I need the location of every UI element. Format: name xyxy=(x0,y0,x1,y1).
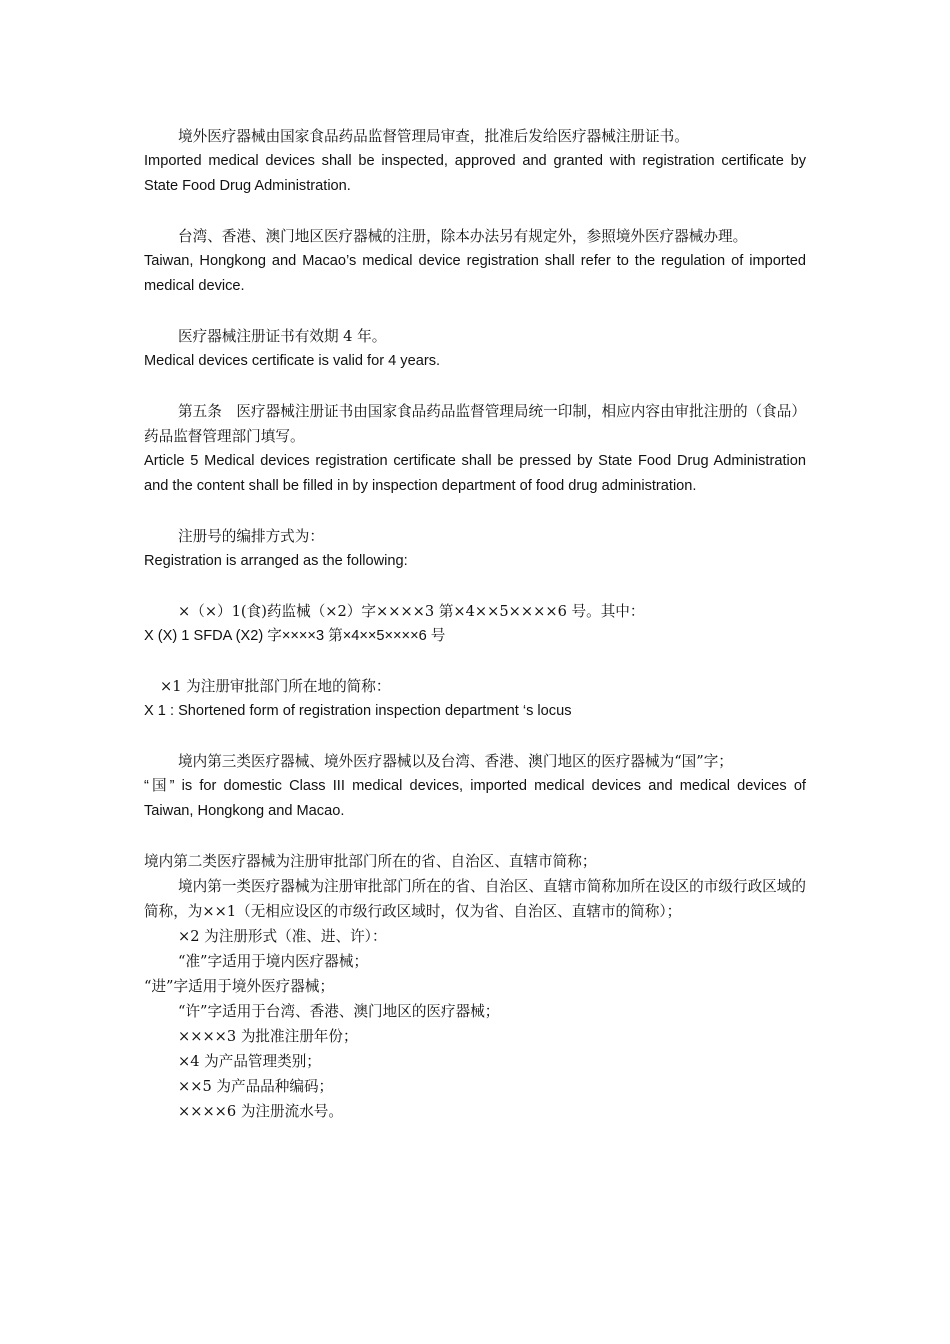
list-line: 境内第一类医疗器械为注册审批部门所在的省、自治区、直辖市简称加所在设区的市级行政区域的简称，为××1（无相应设区的市级行政区域时，仅为省、自治区、直辖市的简称）； xyxy=(144,878,806,920)
paragraph-en: “国” is for domestic Class III medical devices, imported medical devices and medical devices of Taiwan, Hongkong and Macao. xyxy=(144,778,806,819)
list-line: ××××3 为批准注册年份； xyxy=(178,1028,358,1045)
paragraph-en: Taiwan, Hongkong and Macao’s medical device registration shall refer to the regulation of imported medical device. xyxy=(144,253,806,294)
spacer xyxy=(144,649,806,674)
spacer xyxy=(144,824,806,849)
spacer xyxy=(144,199,806,224)
paragraph-zh: 境外医疗器械由国家食品药品监督管理局审查，批准后发给医疗器械注册证书。 xyxy=(178,128,689,145)
spacer xyxy=(144,574,806,599)
paragraph-en: Registration is arranged as the following: xyxy=(144,553,408,569)
paragraph-en: X (X) 1 SFDA (X2) 字××××3 第×4××5××××6 号 xyxy=(144,628,446,644)
list-line: ××5 为产品品种编码； xyxy=(178,1078,334,1095)
paragraph-zh: 医疗器械注册证书有效期 4 年。 xyxy=(178,328,387,345)
paragraph-zh: ×（×）1(食)药监械（×2）字××××3 第×4××5××××6 号。其中： xyxy=(178,603,645,620)
list-line: ××××6 为注册流水号。 xyxy=(178,1103,343,1120)
spacer xyxy=(144,724,806,749)
document-page xyxy=(144,124,806,1124)
paragraph-zh: 台湾、香港、澳门地区医疗器械的注册，除本办法另有规定外，参照境外医疗器械办理。 xyxy=(178,228,748,245)
list-line: 境内第二类医疗器械为注册审批部门所在的省、自治区、直辖市简称； xyxy=(144,853,597,870)
paragraph-zh: 第五条 医疗器械注册证书由国家食品药品监督管理局统一印制，相应内容由审批注册的（食品）药品监督管理部门填写。 xyxy=(144,403,806,445)
list-line: “进”字适用于境外医疗器械； xyxy=(144,978,335,995)
spacer xyxy=(144,374,806,399)
list-line: ×4 为产品管理类别； xyxy=(178,1053,321,1070)
list-line: ×2 为注册形式（准、进、许）： xyxy=(178,928,387,945)
paragraph-zh: 境内第三类医疗器械、境外医疗器械以及台湾、香港、澳门地区的医疗器械为“国”字； xyxy=(178,753,733,770)
paragraph-en: X 1 : Shortened form of registration inspection department ‘s locus xyxy=(144,703,572,719)
list-line: “准”字适用于境内医疗器械； xyxy=(178,953,369,970)
paragraph-en: Article 5 Medical devices registration certificate shall be pressed by State Food Drug Administration and the content shall be filled in by inspection department of food drug administration. xyxy=(144,453,806,494)
paragraph-en: Imported medical devices shall be inspected, approved and granted with registration certificate by State Food Drug Administration. xyxy=(144,153,806,194)
list-line: “许”字适用于台湾、香港、澳门地区的医疗器械； xyxy=(178,1003,500,1020)
paragraph-en: Medical devices certificate is valid for 4 years. xyxy=(144,353,441,369)
spacer xyxy=(144,299,806,324)
paragraph-zh: 注册号的编排方式为： xyxy=(178,528,324,545)
spacer xyxy=(144,499,806,524)
paragraph-zh: ×1 为注册审批部门所在地的简称： xyxy=(160,678,391,695)
